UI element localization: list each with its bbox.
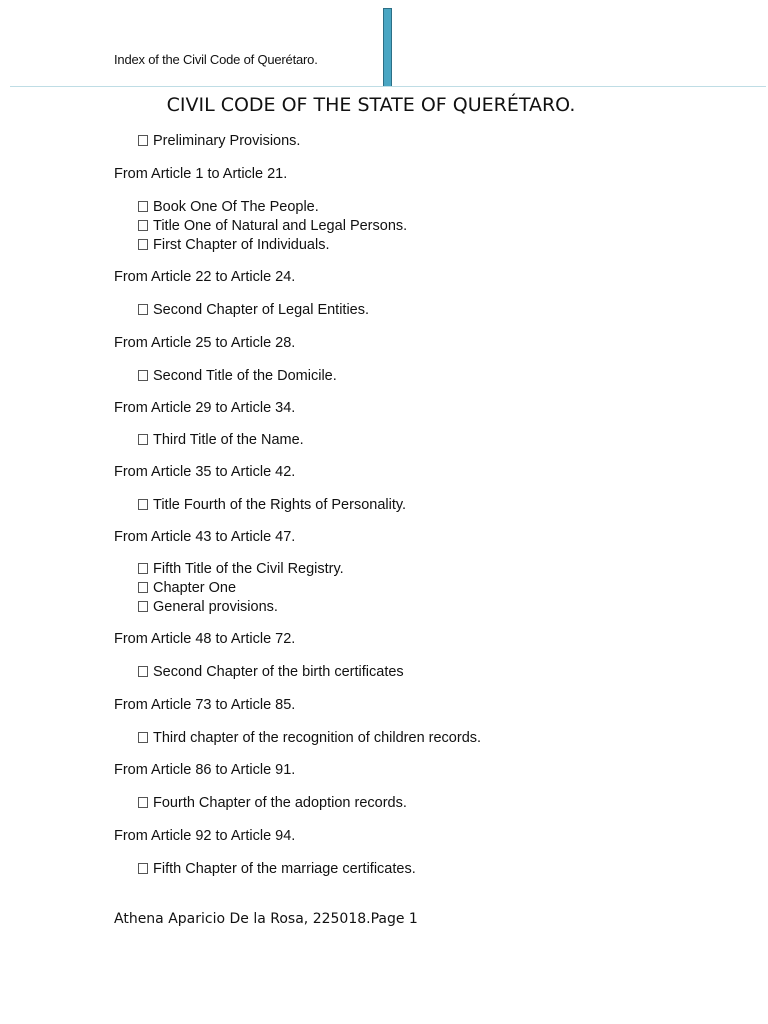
document-title: CIVIL CODE OF THE STATE OF QUERÉTARO. [166, 94, 576, 116]
index-heading-item [138, 795, 407, 811]
entry-text: From Article 22 to Article 24. [114, 269, 296, 285]
entry-text: From Article 73 to Article 85. [114, 697, 296, 713]
index-heading-item [138, 302, 369, 318]
page-footer: Athena Aparicio De la Rosa, 225018.Page 1 [114, 911, 418, 927]
article-range [114, 828, 295, 844]
article-range [114, 529, 295, 545]
index-heading-item [138, 368, 337, 384]
bullet-box-icon [138, 601, 148, 612]
index-heading-item [138, 599, 278, 615]
article-range [114, 697, 295, 713]
entry-text: Fourth Chapter of the adoption records. [153, 795, 407, 811]
entry-text: Fifth Chapter of the marriage certificates. [153, 861, 416, 877]
entry-text: From Article 25 to Article 28. [114, 335, 296, 351]
index-heading-item [138, 664, 404, 680]
entry-text: Title Fourth of the Rights of Personality. [153, 497, 407, 513]
entry-text: Second Chapter of the birth certificates [153, 664, 404, 680]
entry-text: From Article 92 to Article 94. [114, 828, 296, 844]
entry-text: First Chapter of Individuals. [153, 237, 330, 253]
entry-text: General provisions. [153, 599, 278, 615]
index-heading-item [138, 133, 300, 149]
bullet-box-icon [138, 732, 148, 743]
bullet-box-icon [138, 239, 148, 250]
article-range [114, 269, 295, 285]
index-heading-item [138, 561, 344, 577]
entry-text: Title One of Natural and Legal Persons. [153, 218, 408, 234]
entry-text: Second Title of the Domicile. [153, 368, 337, 384]
bullet-box-icon [138, 582, 148, 593]
bullet-box-icon [138, 563, 148, 574]
index-heading-item [138, 237, 330, 253]
entry-text: From Article 43 to Article 47. [114, 529, 296, 545]
bullet-box-icon [138, 220, 148, 231]
bullet-box-icon [138, 863, 148, 874]
bullet-box-icon [138, 201, 148, 212]
bullet-box-icon [138, 370, 148, 381]
entry-text: Chapter One [153, 580, 237, 596]
entry-text: From Article 1 to Article 21. [114, 166, 288, 182]
entry-text: From Article 48 to Article 72. [114, 631, 296, 647]
index-heading-item [138, 497, 406, 513]
entry-text: Third chapter of the recognition of children records. [153, 730, 482, 746]
entry-text: Third Title of the Name. [153, 432, 304, 448]
entry-text: Book One Of The People. [153, 199, 319, 215]
entry-text: Second Chapter of Legal Entities. [153, 302, 370, 318]
bullet-box-icon [138, 135, 148, 146]
article-range [114, 400, 295, 416]
index-heading-item [138, 861, 416, 877]
article-range [114, 166, 287, 182]
entry-text: Preliminary Provisions. [153, 133, 301, 149]
index-heading-item [138, 432, 304, 448]
bullet-box-icon [138, 666, 148, 677]
index-heading-item [138, 218, 407, 234]
index-heading-item [138, 199, 319, 215]
entry-text: From Article 35 to Article 42. [114, 464, 296, 480]
article-range [114, 762, 295, 778]
article-range [114, 335, 295, 351]
article-range [114, 631, 295, 647]
bullet-box-icon [138, 304, 148, 315]
entry-text: Fifth Title of the Civil Registry. [153, 561, 344, 577]
entry-text: From Article 29 to Article 34. [114, 400, 296, 416]
entry-text: From Article 86 to Article 91. [114, 762, 296, 778]
article-range [114, 464, 295, 480]
bullet-box-icon [138, 434, 148, 445]
header-text: Index of the Civil Code of Querétaro. [114, 52, 318, 67]
index-heading-item [138, 580, 236, 596]
bullet-box-icon [138, 797, 148, 808]
index-heading-item [138, 730, 481, 746]
bullet-box-icon [138, 499, 148, 510]
